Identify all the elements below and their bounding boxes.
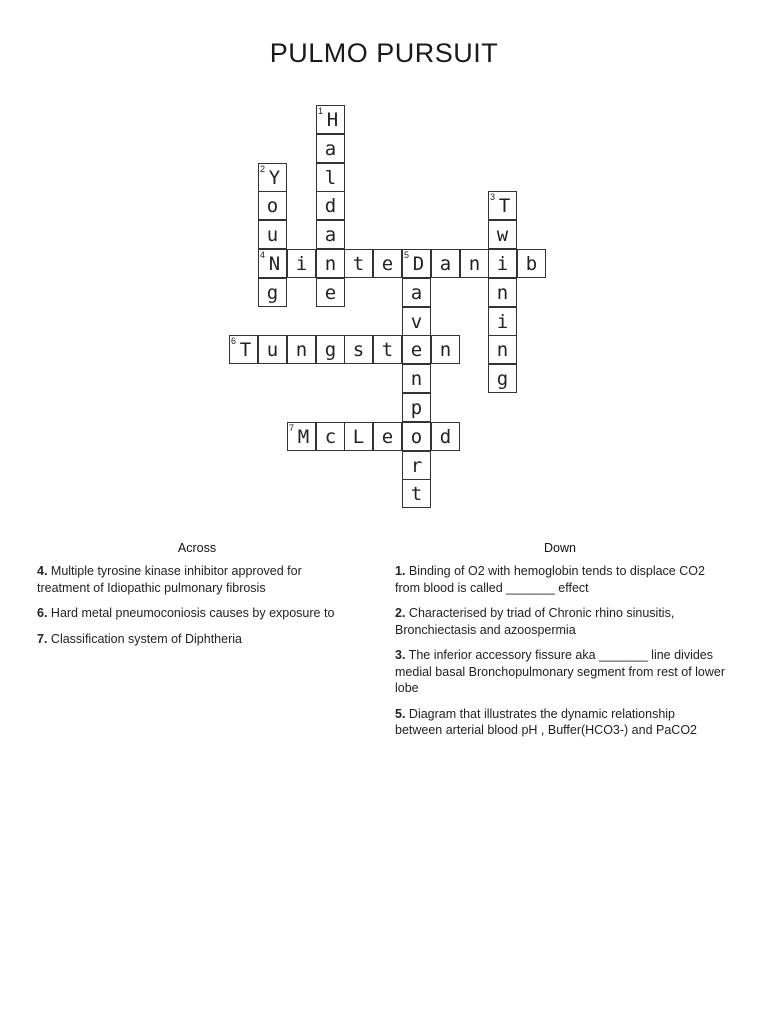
cell-letter: e: [381, 252, 394, 275]
cell-letter: i: [496, 252, 509, 275]
cell-letter: u: [266, 338, 279, 361]
crossword-cell[interactable]: [402, 307, 431, 336]
cell-letter: n: [410, 367, 423, 390]
crossword-cell[interactable]: [344, 335, 373, 364]
crossword-cell[interactable]: [488, 364, 517, 393]
crossword-cell[interactable]: [316, 220, 345, 249]
crossword-cell[interactable]: [316, 335, 345, 364]
down-clues: [395, 541, 725, 748]
crossword-cell[interactable]: [316, 249, 345, 278]
clue-number: 7.: [37, 631, 48, 646]
cell-letter: i: [496, 310, 509, 333]
clue-number-label: 5: [404, 250, 410, 260]
crossword-cell[interactable]: [488, 220, 517, 249]
crossword-cell[interactable]: [460, 249, 489, 278]
cell-letter: a: [324, 223, 337, 246]
crossword-cell[interactable]: [488, 278, 517, 307]
crossword-cell[interactable]: [431, 335, 460, 364]
cell-letter: l: [324, 166, 337, 189]
clue-number-label: 2: [260, 164, 266, 174]
crossword-cell[interactable]: [488, 307, 517, 336]
cell-letter: n: [496, 281, 509, 304]
cell-letter: s: [352, 338, 365, 361]
cell-letter: w: [496, 223, 509, 246]
cell-letter: M: [297, 425, 310, 448]
cell-letter: a: [439, 252, 452, 275]
cell-letter: i: [295, 252, 308, 275]
cell-letter: n: [295, 338, 308, 361]
crossword-cell[interactable]: [316, 134, 345, 163]
clue-number: 6.: [37, 606, 48, 620]
cell-letter: t: [352, 252, 365, 275]
cell-letter: d: [324, 194, 337, 217]
down-clue-3: [395, 647, 725, 697]
crossword-cell[interactable]: [373, 249, 402, 278]
clue-number-label: 3: [490, 192, 496, 202]
cell-letter: a: [410, 281, 423, 304]
cell-letter: H: [326, 108, 339, 131]
crossword-cell[interactable]: [258, 163, 287, 192]
cell-letter: Y: [268, 166, 281, 189]
clue-number: 5.: [395, 706, 406, 721]
clue-text: Diagram that illustrates the dynamic relationship between arterial blood pH , Buffer(HCO3-) and PaCO2: [395, 706, 698, 737]
cell-letter: T: [239, 338, 252, 361]
down-clue-5: [395, 706, 725, 739]
cell-letter: p: [410, 396, 423, 419]
clue-number: 3.: [395, 648, 406, 662]
crossword-cell[interactable]: [344, 249, 373, 278]
crossword-cell[interactable]: [373, 422, 402, 451]
cell-letter: d: [439, 425, 452, 448]
cell-letter: n: [324, 252, 337, 275]
across-clue-6: [37, 605, 357, 622]
across-clues: [37, 541, 357, 656]
crossword-cell[interactable]: [373, 335, 402, 364]
crossword-cell[interactable]: [402, 451, 431, 480]
crossword-cell[interactable]: [316, 105, 345, 134]
cell-letter: o: [266, 194, 279, 217]
clue-number-label: 6: [231, 336, 237, 346]
crossword-cell[interactable]: [517, 249, 546, 278]
clue-text: Binding of O2 with hemoglobin tends to displace CO2 from blood is called _______ effect: [395, 564, 705, 595]
crossword-cell[interactable]: [316, 278, 345, 307]
clue-text: Hard metal pneumoconiosis causes by exposure to: [47, 606, 335, 620]
crossword-cell[interactable]: [316, 163, 345, 192]
cell-letter: b: [525, 252, 538, 275]
cell-letter: v: [410, 310, 423, 333]
crossword-cell[interactable]: [258, 335, 287, 364]
cell-letter: D: [412, 252, 425, 275]
cell-letter: o: [410, 425, 423, 448]
crossword-cell[interactable]: [344, 422, 373, 451]
crossword-cell[interactable]: [488, 249, 517, 278]
cell-letter: g: [324, 338, 337, 361]
crossword-cell[interactable]: [402, 278, 431, 307]
crossword-cell[interactable]: [402, 364, 431, 393]
crossword-cell[interactable]: [402, 335, 431, 364]
clue-text: Classification system of Diphtheria: [47, 631, 242, 646]
cell-letter: T: [498, 194, 511, 217]
crossword-cell[interactable]: [287, 249, 316, 278]
crossword-cell[interactable]: [402, 479, 431, 508]
crossword-cell[interactable]: [287, 335, 316, 364]
across-clue-4: [37, 563, 357, 596]
clue-text: Characterised by triad of Chronic rhino sinusitis, Bronchiectasis and azoospermia: [395, 606, 675, 637]
cell-letter: n: [439, 338, 452, 361]
crossword-cell[interactable]: [402, 422, 431, 451]
cell-letter: n: [468, 252, 481, 275]
cell-letter: n: [496, 338, 509, 361]
across-clue-7: [37, 631, 357, 648]
crossword-cell[interactable]: [402, 393, 431, 422]
cell-letter: L: [352, 425, 365, 448]
cell-letter: e: [410, 338, 423, 361]
page-title: PULMO PURSUIT: [269, 38, 499, 68]
cell-letter: t: [410, 482, 423, 505]
crossword-cell[interactable]: [431, 249, 460, 278]
cell-letter: g: [266, 281, 279, 304]
clue-number-label: 4: [260, 250, 266, 260]
crossword-cell[interactable]: [488, 191, 517, 220]
crossword-cell[interactable]: [258, 249, 287, 278]
down-heading: Down: [544, 541, 576, 555]
cell-letter: r: [410, 454, 423, 477]
clue-number: 4.: [37, 564, 48, 578]
across-heading: Across: [177, 541, 217, 555]
clue-text: Multiple tyrosine kinase inhibitor approved for treatment of Idiopathic pulmonary fibrosis: [37, 564, 302, 595]
crossword-cell[interactable]: [229, 335, 258, 364]
clue-number: 2.: [395, 606, 406, 620]
crossword-cell[interactable]: [431, 422, 460, 451]
cell-letter: u: [266, 223, 279, 246]
cell-letter: t: [381, 338, 394, 361]
down-clue-2: [395, 605, 725, 638]
cell-letter: e: [324, 281, 337, 304]
crossword-cell[interactable]: [316, 191, 345, 220]
crossword-cell[interactable]: [258, 220, 287, 249]
crossword-cell[interactable]: [258, 191, 287, 220]
cell-letter: e: [381, 425, 394, 448]
clue-text: The inferior accessory fissure aka _______ line divides medial basal Bronchopulmonary segment from rest of lower lobe: [395, 648, 726, 695]
clue-number-label: 1: [318, 106, 324, 116]
cell-letter: N: [268, 252, 281, 275]
crossword-cell[interactable]: [287, 422, 316, 451]
crossword-cell[interactable]: [402, 249, 431, 278]
crossword-cell[interactable]: [258, 278, 287, 307]
crossword-cell[interactable]: [316, 422, 345, 451]
crossword-cell[interactable]: [488, 335, 517, 364]
cell-letter: c: [324, 425, 337, 448]
cell-letter: a: [324, 137, 337, 160]
clue-number: 1.: [395, 564, 406, 578]
down-clue-1: [395, 563, 725, 596]
cell-letter: g: [496, 367, 509, 390]
clue-number-label: 7: [289, 423, 295, 433]
